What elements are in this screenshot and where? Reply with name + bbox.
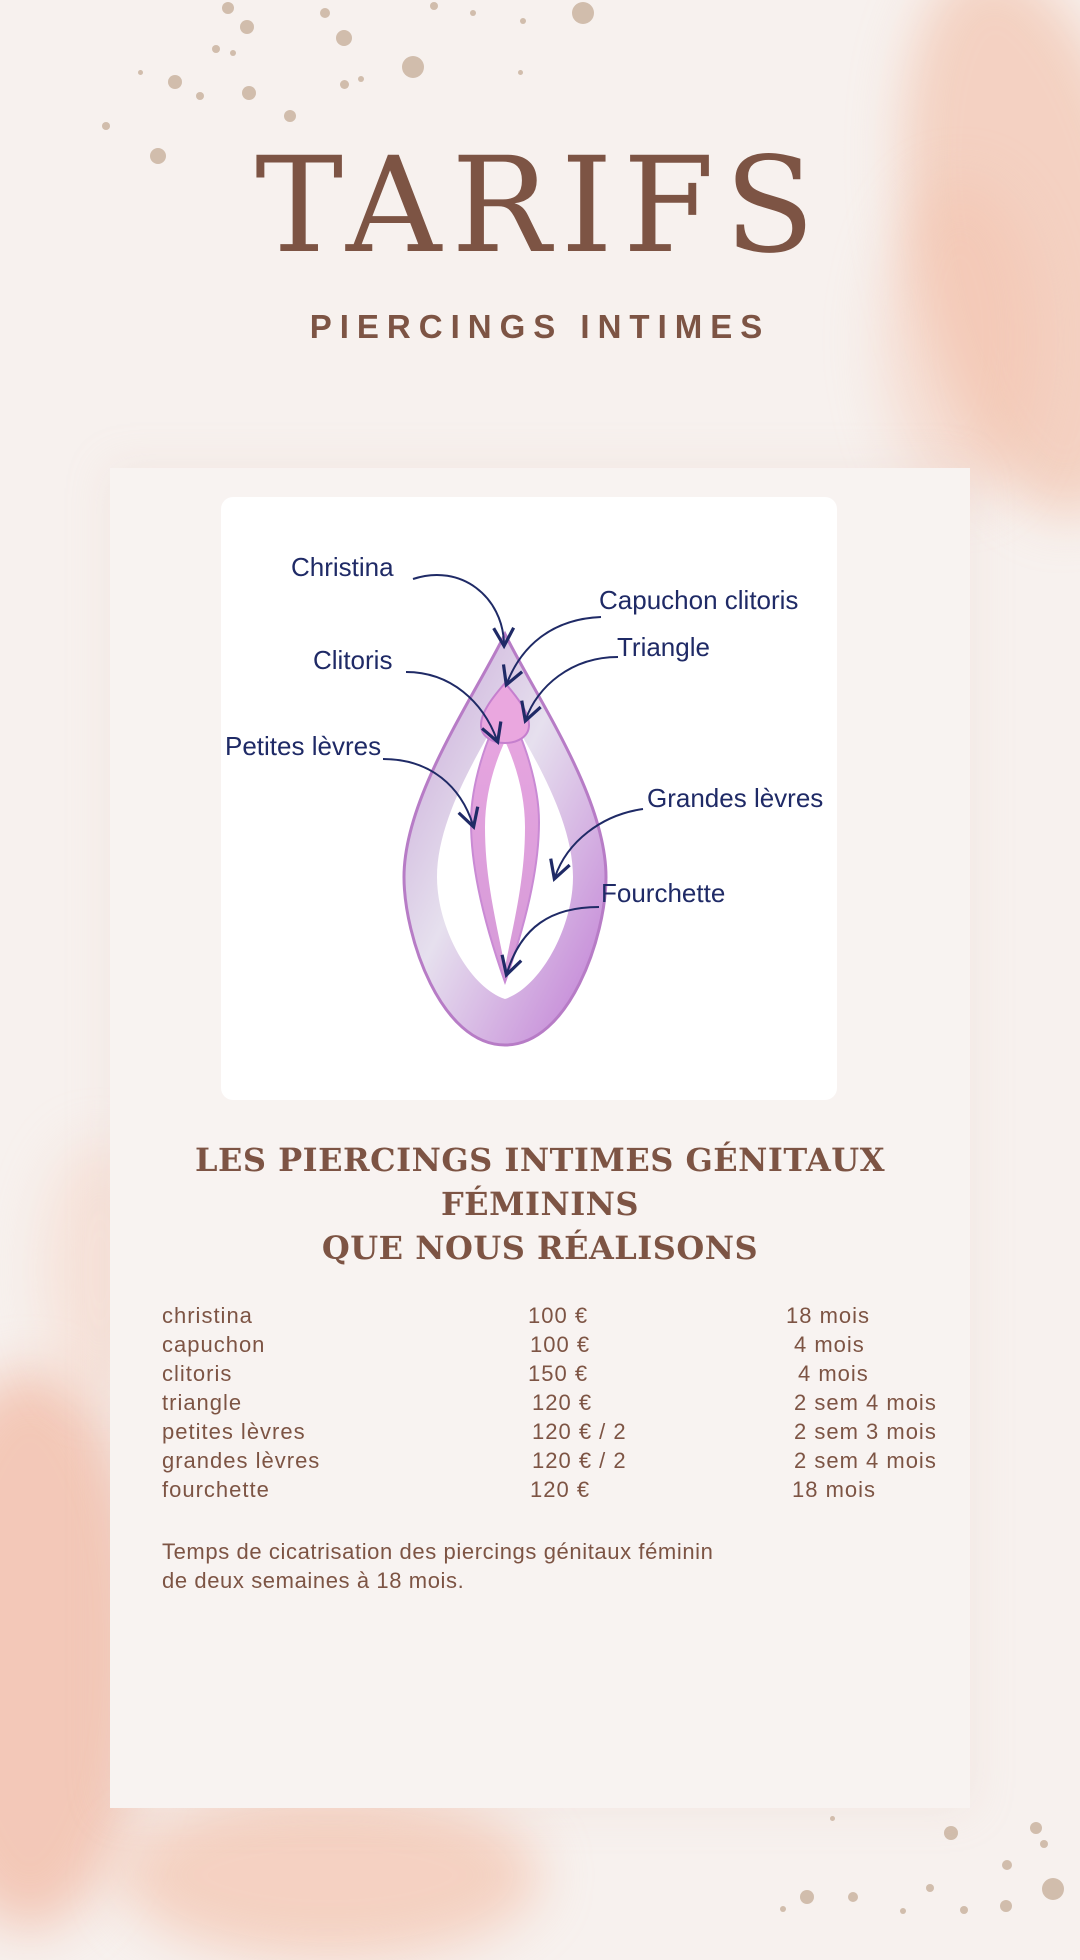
label-clitoris: Clitoris	[313, 645, 393, 675]
section-title-line-2: QUE NOUS RÉALISONS	[321, 1229, 759, 1267]
healing-time: 18 mois	[786, 1303, 871, 1328]
page-subtitle: PIERCINGS INTIMES	[309, 308, 771, 345]
section-title-line-1: LES PIERCINGS INTIMES GÉNITAUX FÉMININS	[194, 1141, 886, 1223]
price-list	[162, 1303, 962, 1506]
piercing-name: triangle	[162, 1390, 243, 1415]
price-row	[162, 1361, 962, 1390]
label-triangle: Triangle	[617, 632, 710, 662]
price-row	[162, 1332, 962, 1361]
healing-time: 4 mois	[798, 1361, 869, 1386]
piercing-price: 120 €	[530, 1477, 591, 1502]
healing-note-line-1: Temps de cicatrisation des piercings génitaux féminin	[162, 1539, 714, 1564]
watercolor-bottom	[120, 1790, 540, 1960]
label-fourchette: Fourchette	[601, 878, 726, 908]
piercing-name: clitoris	[162, 1361, 233, 1386]
piercing-name: capuchon	[162, 1332, 266, 1357]
anatomy-diagram-svg	[221, 497, 837, 1100]
label-grandes-levres: Grandes lèvres	[647, 783, 824, 813]
price-row	[162, 1419, 962, 1448]
section-title	[110, 1138, 970, 1270]
piercing-name: fourchette	[162, 1477, 270, 1502]
healing-time: 4 mois	[794, 1332, 865, 1357]
price-row	[162, 1448, 962, 1477]
piercing-price: 120 €	[532, 1390, 593, 1415]
piercing-name: christina	[162, 1303, 253, 1328]
price-row	[162, 1390, 962, 1419]
healing-time: 2 sem 4 mois	[794, 1390, 937, 1415]
healing-time: 2 sem 4 mois	[794, 1448, 937, 1473]
anatomy-diagram	[221, 497, 837, 1100]
piercing-price: 100 €	[528, 1303, 589, 1328]
piercing-price: 100 €	[530, 1332, 591, 1357]
price-row	[162, 1303, 962, 1332]
piercing-name: grandes lèvres	[162, 1448, 321, 1473]
piercing-price: 120 € / 2	[532, 1419, 627, 1444]
healing-time: 2 sem 3 mois	[794, 1419, 937, 1444]
piercing-name: petites lèvres	[162, 1419, 306, 1444]
healing-note	[162, 1537, 802, 1595]
price-row	[162, 1477, 962, 1506]
label-capuchon-clitoris: Capuchon clitoris	[599, 585, 799, 615]
page-title: TARIFS	[255, 129, 825, 283]
label-christina: Christina	[291, 552, 394, 582]
label-petites-levres: Petites lèvres	[225, 731, 382, 761]
piercing-price: 120 € / 2	[532, 1448, 627, 1473]
piercing-price: 150 €	[528, 1361, 589, 1386]
healing-time: 18 mois	[792, 1477, 877, 1502]
healing-note-line-2: de deux semaines à 18 mois.	[162, 1568, 465, 1593]
